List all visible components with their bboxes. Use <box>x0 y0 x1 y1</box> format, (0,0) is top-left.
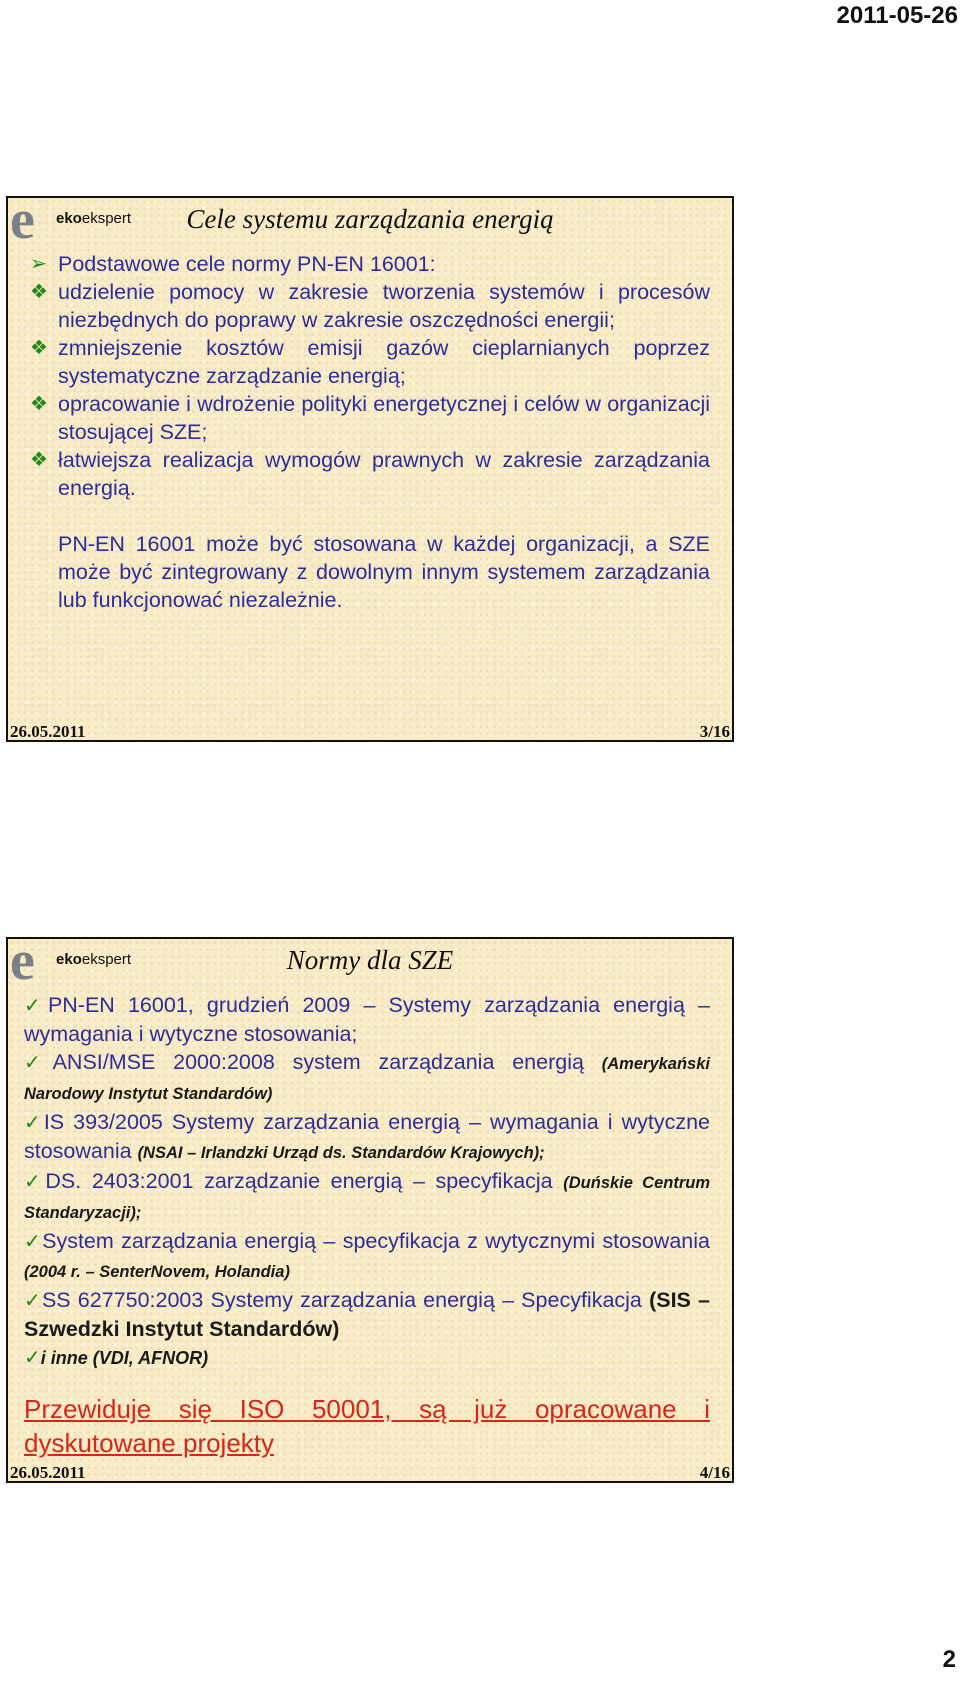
list-item: ❖ zmniejszenie kosztów emisji gazów cieplarnianych poprzez systematyczne zarządzanie energią; <box>30 336 710 388</box>
logo-e-icon: e <box>10 189 35 251</box>
footer-page-number: 4/16 <box>699 1463 730 1482</box>
slide-content <box>30 250 710 614</box>
summary-paragraph: PN-EN 16001 może być stosowana w każdej organizacji, a SZE może być zintegrowany z dowolnym innym systemem zarządzania lub funkcjonować niezależnie. <box>58 532 710 612</box>
list-item: ❖ opracowanie i wdrożenie polityki energetycznej i celów w organizacji stosującej SZE; <box>30 392 710 444</box>
list-item: ✓PN-EN 16001, grudzień 2009 – Systemy zarządzania energią – wymagania i wytyczne stosowania; <box>24 993 710 1046</box>
footer-page-number: 3/16 <box>699 722 730 741</box>
page-number: 2 <box>942 1646 956 1673</box>
slide-title: Cele systemu zarządzania energią <box>186 204 554 234</box>
check-icon: ✓ <box>24 1347 41 1369</box>
item-note: (2004 r. – SenterNovem, Holandia) <box>24 1263 290 1281</box>
check-icon: ✓ <box>24 995 48 1017</box>
list-item: ✓SS 627750:2003 Systemy zarządzania energią – Specyfikacja (SIS – Szwedzki Instytut Standardów) <box>24 1288 710 1341</box>
list-item: ✓ANSI/MSE 2000:2008 system zarządzania energią (Amerykański Narodowy Instytut Standardów) <box>24 1050 710 1103</box>
diamond-bullet-icon: ❖ <box>30 281 48 303</box>
slide-3 <box>6 189 734 742</box>
item-note: (Duńskie Centrum Standaryzacji); <box>24 1174 710 1222</box>
footer-date: 26.05.2011 <box>10 1463 86 1482</box>
logo-e-icon: e <box>10 930 35 992</box>
check-icon: ✓ <box>24 1171 46 1193</box>
list-item: ✓IS 393/2005 Systemy zarządzania energią – wymagania i wytyczne stosowania (NSAI – Irlandzki Urząd ds. Standardów Krajowych); <box>24 1110 710 1163</box>
ekoekspert-logo: e ekoekspert <box>10 930 132 992</box>
list-item: ❖ łatwiejsza realizacja wymogów prawnych w zakresie zarządzania energią. <box>30 448 710 500</box>
footer-date: 26.05.2011 <box>10 722 86 741</box>
list-item: ✓System zarządzania energią – specyfikacja z wytycznymi stosowania (2004 r. – SenterNovem, Holandia) <box>24 1229 710 1281</box>
list-item: ❖ udzielenie pomocy w zakresie tworzenia systemów i procesów niezbędnych do poprawy w zakresie oszczędności energii; <box>30 280 710 332</box>
arrow-bullet-icon: ➢ <box>30 253 47 275</box>
slide-content <box>24 991 710 1460</box>
check-icon: ✓ <box>24 1112 44 1134</box>
diamond-bullet-icon: ❖ <box>30 393 48 415</box>
diamond-bullet-icon: ❖ <box>30 449 48 471</box>
check-icon: ✓ <box>24 1290 42 1312</box>
item-note: (SIS – Szwedzki Instytut Standardów) <box>24 1288 710 1341</box>
diamond-bullet-icon: ❖ <box>30 337 48 359</box>
page-date: 2011-05-26 <box>836 2 958 29</box>
ekoekspert-logo: e ekoekspert <box>10 189 132 251</box>
check-icon: ✓ <box>24 1052 53 1074</box>
item-note: (NSAI – Irlandzki Urząd ds. Standardów Krajowych); <box>137 1144 545 1162</box>
list-item: ✓i inne (VDI, AFNOR) <box>24 1347 209 1369</box>
slide-title: Normy dla SZE <box>286 945 454 975</box>
slide-4 <box>6 930 734 1483</box>
list-item: ✓DS. 2403:2001 zarządzanie energią – specyfikacja (Duńskie Centrum Standaryzacji); <box>24 1169 710 1222</box>
highlight-text: Przewiduje się ISO 50001, są już opracowane i dyskutowane projekty <box>24 1394 710 1458</box>
heading-item: ➢ Podstawowe cele normy PN-EN 16001: <box>30 252 436 276</box>
item-note: (Amerykański Narodowy Instytut Standardów) <box>24 1055 710 1103</box>
check-icon: ✓ <box>24 1231 43 1253</box>
